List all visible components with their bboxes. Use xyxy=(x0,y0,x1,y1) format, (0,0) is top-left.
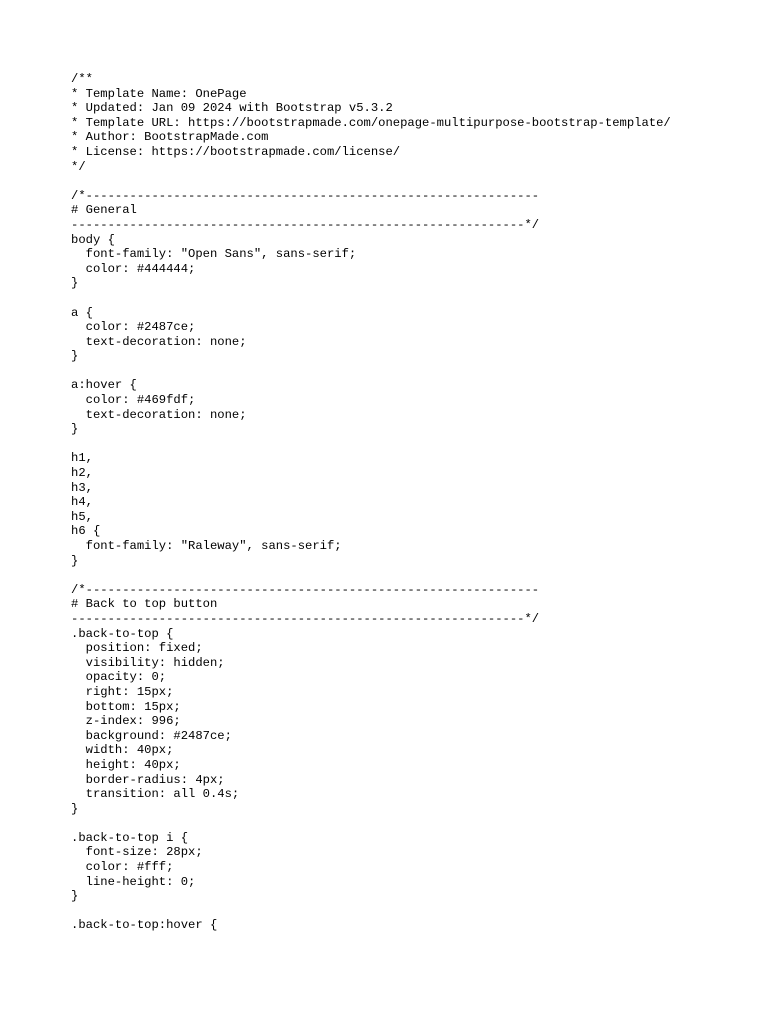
code-line: body { xyxy=(71,232,115,247)
code-line: --------------------------------------------------------------*/ xyxy=(71,611,540,626)
code-line: h2, xyxy=(71,466,93,481)
code-line: /*-------------------------------------------------------------- xyxy=(71,188,540,203)
code-line: z-index: 996; xyxy=(71,714,181,729)
code-line xyxy=(71,437,768,452)
code-line: * Author: BootstrapMade.com xyxy=(71,130,269,145)
code-line: } xyxy=(71,889,79,904)
code-line: * Template URL: https://bootstrapmade.com/onepage-multipurpose-bootstrap-template/ xyxy=(71,115,671,130)
code-line: h4, xyxy=(71,495,93,510)
code-line: * License: https://bootstrapmade.com/license/ xyxy=(71,144,401,159)
code-line: text-decoration: none; xyxy=(71,407,247,422)
code-line: background: #2487ce; xyxy=(71,728,232,743)
code-line: * Template Name: OnePage xyxy=(71,86,247,101)
code-line: width: 40px; xyxy=(71,743,174,758)
code-line: opacity: 0; xyxy=(71,670,167,685)
code-line: } xyxy=(71,801,79,816)
code-line: */ xyxy=(71,159,86,174)
code-line: } xyxy=(71,349,79,364)
code-line xyxy=(71,816,768,831)
code-line: a:hover { xyxy=(71,378,137,393)
code-line: border-radius: 4px; xyxy=(71,772,225,787)
code-line: text-decoration: none; xyxy=(71,334,247,349)
code-line: } xyxy=(71,553,79,568)
code-line: .back-to-top:hover { xyxy=(71,918,218,933)
code-line: visibility: hidden; xyxy=(71,655,225,670)
code-line xyxy=(71,364,768,379)
code-line xyxy=(71,568,768,583)
code-line: color: #469fdf; xyxy=(71,393,196,408)
code-line: h3, xyxy=(71,480,93,495)
code-line: font-size: 28px; xyxy=(71,845,203,860)
code-line: color: #fff; xyxy=(71,860,174,875)
code-line: h6 { xyxy=(71,524,101,539)
code-line: /** xyxy=(71,72,93,86)
code-line: right: 15px; xyxy=(71,684,174,699)
code-line: # General xyxy=(71,203,137,218)
code-line: position: fixed; xyxy=(71,641,203,656)
code-line xyxy=(71,933,768,948)
code-line: font-family: "Open Sans", sans-serif; xyxy=(71,247,357,262)
code-line: # Back to top button xyxy=(71,597,218,612)
code-line xyxy=(71,291,768,306)
code-document xyxy=(71,72,768,948)
code-line: .back-to-top i { xyxy=(71,830,189,845)
code-line: transition: all 0.4s; xyxy=(71,787,240,802)
code-line xyxy=(71,174,768,189)
code-line: /*-------------------------------------------------------------- xyxy=(71,582,540,597)
code-line: color: #2487ce; xyxy=(71,320,196,335)
code-line: color: #444444; xyxy=(71,261,196,276)
code-line: bottom: 15px; xyxy=(71,699,181,714)
code-line: --------------------------------------------------------------*/ xyxy=(71,217,540,232)
code-line: height: 40px; xyxy=(71,757,181,772)
code-line: .back-to-top { xyxy=(71,626,174,641)
code-line xyxy=(71,904,768,919)
code-line: } xyxy=(71,276,79,291)
code-line: } xyxy=(71,422,79,437)
code-line: * Updated: Jan 09 2024 with Bootstrap v5.3.2 xyxy=(71,101,393,116)
code-line: font-family: "Raleway", sans-serif; xyxy=(71,539,342,553)
code-line: line-height: 0; xyxy=(71,874,196,889)
code-line: h1, xyxy=(71,451,93,466)
code-line: h5, xyxy=(71,509,93,524)
code-line: a { xyxy=(71,305,93,320)
